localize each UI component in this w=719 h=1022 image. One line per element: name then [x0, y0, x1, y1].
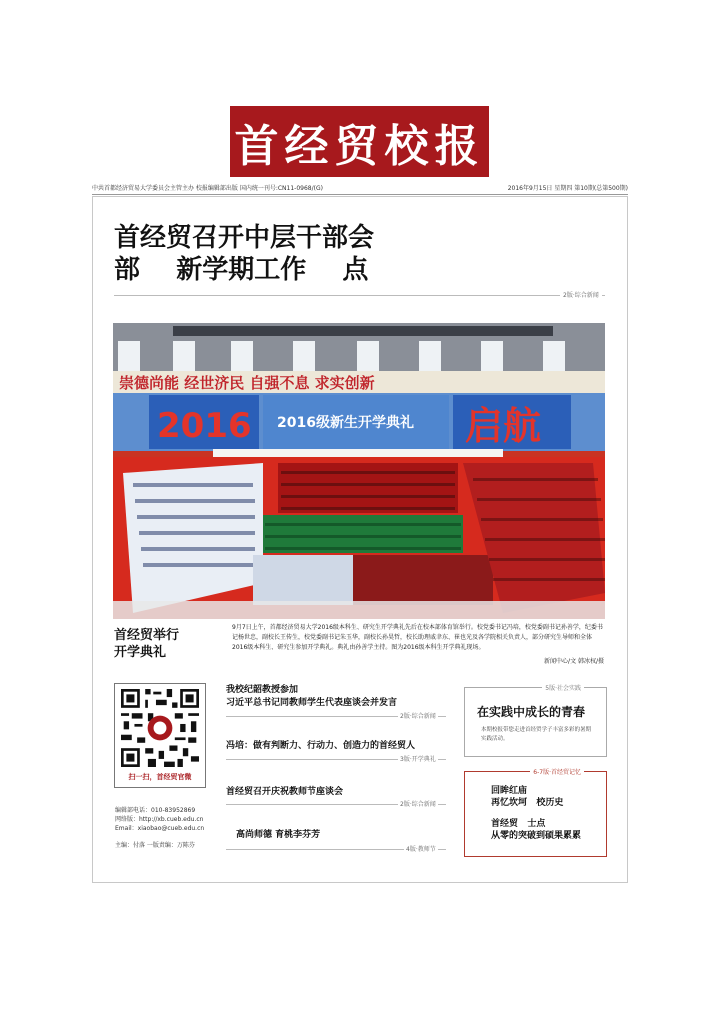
memory-box[interactable] [464, 771, 607, 857]
banner-title: 2016级新生开学典礼 [277, 415, 414, 431]
toc-item-1[interactable] [226, 684, 397, 710]
banner-2016: 2016 [157, 406, 252, 446]
headline-line-1: 首经贸召开中层干部会 [114, 223, 375, 253]
photo-credit: 新闻中心/文 韩冰权/摄 [544, 658, 604, 665]
toc-item-1-ref: 2版·综合新闻 [400, 713, 436, 720]
headline-page-ref: 2版·综合新闻 [560, 290, 602, 299]
social-practice-box[interactable] [464, 687, 607, 757]
toc-item-1-line-1: 我校纪韶教授参加 [226, 685, 299, 695]
toc-item-4[interactable] [236, 829, 320, 842]
memory-item-1-line-1: 回眸红庙 [491, 786, 528, 796]
photo-caption-title[interactable] [114, 627, 179, 661]
ceremony-photo [113, 323, 605, 619]
toc-item-4-line-1: 高尚师德 育桃李芬芳 [236, 830, 321, 840]
photo-caption-body: 9月7日上午，首都经济贸易大学2016级本科生、研究生开学典礼先后在校本部体育馆举行。校党委书记冯培，校党委副书记孙善学，纪委书记杨世忠，副校长王传生，校党委副书记朱玉华，副校长孙昊哲，校长助理戚聿东、崔也光及各学院相关负责人，部分研究生导师和全体2016级本科生、研究生参加开学典礼。典礼由孙善学主持。图为2016级本科生开学典礼现场。 [232, 624, 603, 651]
divider [114, 295, 605, 296]
motto-text: 崇德尚能 经世济民 自强不息 求实创新 [119, 374, 375, 392]
contact-website[interactable]: 网络版：http://xb.cueb.edu.cn [115, 816, 204, 823]
memory-item-2-line-2: 从零的突破到硕果累累 [491, 831, 582, 841]
memory-item-2-line-1: 首经贸 士点 [491, 819, 546, 829]
toc-item-4-ref: 4版·教师节 [406, 846, 436, 853]
editors-line: 主编：付落 一版责编：万陈芬 [115, 842, 195, 849]
qr-code-box[interactable] [114, 683, 206, 788]
qr-label: 扫一扫，首经贸官微 [128, 773, 192, 781]
lead-headline[interactable] [114, 222, 514, 286]
sidebox-1-label: 5版·社会实践 [542, 683, 584, 692]
info-bar [92, 182, 628, 195]
toc-item-3-line-1: 首经贸召开庆祝教师节座谈会 [226, 787, 344, 797]
banner-qihang: 启航 [465, 404, 542, 448]
qr-code-icon [121, 689, 199, 767]
contact-info [115, 806, 204, 833]
publisher-info: 中共首都经济贸易大学委员会主管主办 校报编辑部出版 国内统一刊号:CN11-0968/(G) [92, 185, 323, 192]
toc-item-2[interactable] [226, 740, 415, 753]
memory-item-1-line-2: 再忆坎坷 校历史 [491, 798, 564, 808]
masthead: 首经贸校报 [230, 106, 489, 177]
sidebox-1-title: 在实践中成长的青春 [477, 705, 586, 719]
toc-item-3[interactable] [226, 786, 343, 799]
toc-item-2-line-1: 冯培：做有判断力、行动力、创造力的首经贸人 [226, 741, 416, 751]
issue-date: 2016年9月15日 星期四 第10期(总第500期) [507, 185, 628, 192]
contact-email[interactable]: Email：xiaobao@cueb.edu.cn [115, 825, 205, 832]
toc-item-2-ref: 3版·开学典礼 [400, 756, 436, 763]
contact-phone: 编辑部电话：010-83952869 [115, 807, 196, 814]
toc-item-3-ref: 2版·综合新闻 [400, 801, 436, 808]
headline-line-2: 部 新学期工作 点 [114, 255, 369, 285]
caption-title-line-1: 首经贸举行 [114, 628, 180, 643]
caption-title-line-2: 开学典礼 [114, 645, 167, 660]
sidebox-1-desc: 本期校报带您走进首经贸学子丰富多彩的暑期实践活动。 [481, 727, 592, 742]
sidebox-2-label: 6-7版·首经贸记忆 [530, 767, 584, 776]
toc-item-1-line-2: 习近平总书记同教师学生代表座谈会并发言 [226, 698, 398, 708]
